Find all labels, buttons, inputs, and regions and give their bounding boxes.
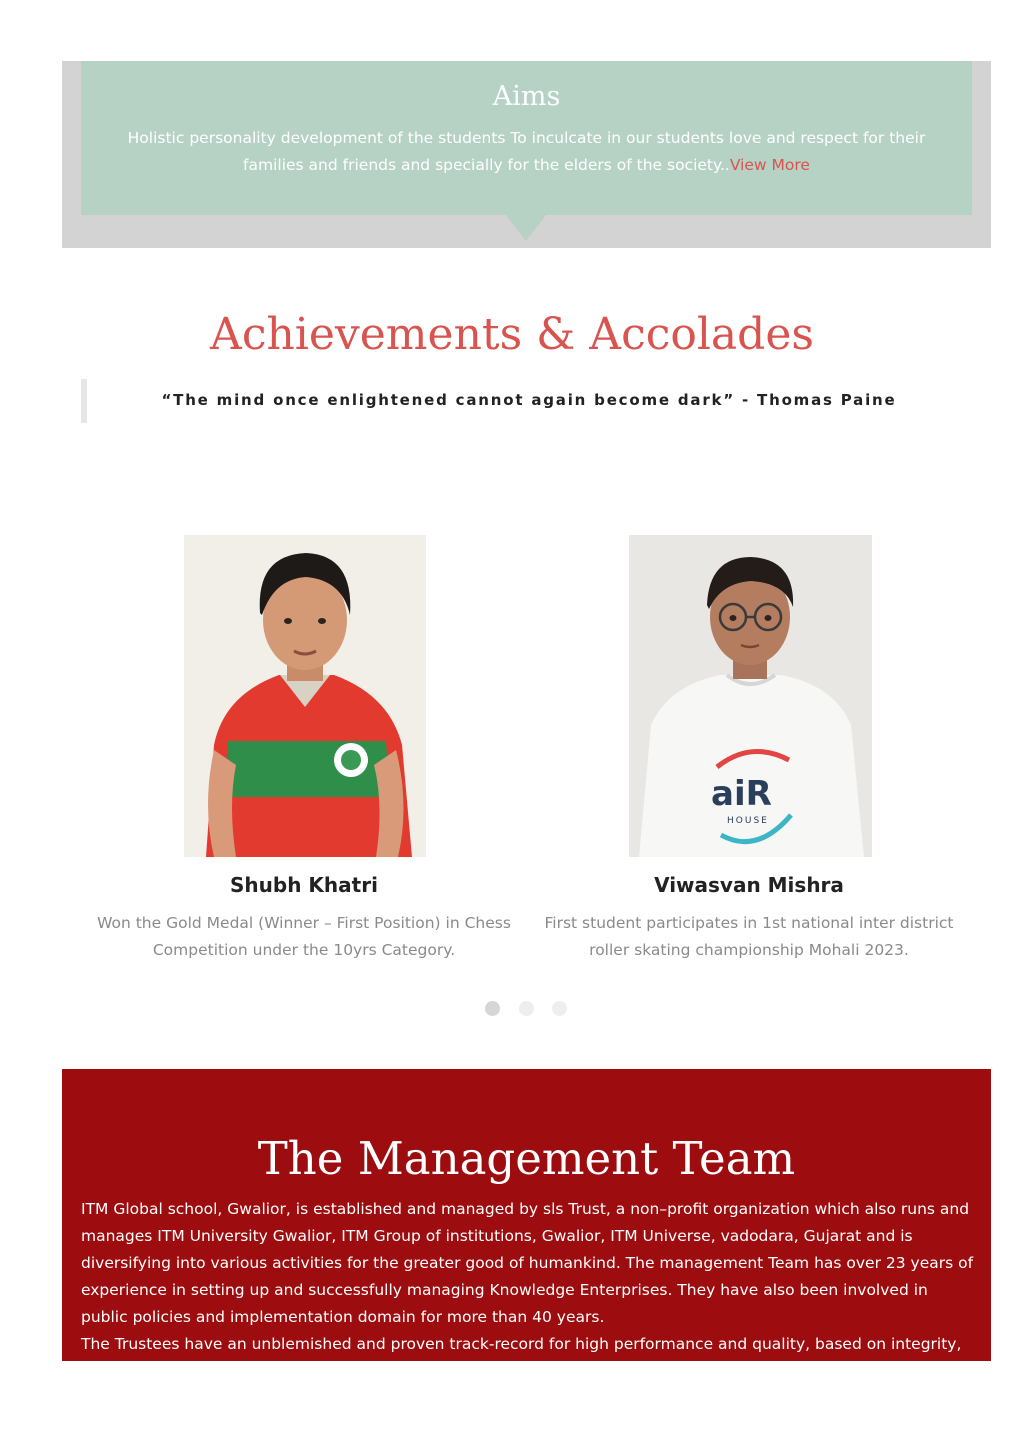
- management-paragraph: The Trustees have an unblemished and proven track-record for high performance and quality, based on integrity,: [81, 1335, 962, 1353]
- carousel-dot-2[interactable]: [519, 1001, 534, 1016]
- student-portrait: [184, 535, 426, 857]
- carousel-dot-1[interactable]: [485, 1001, 500, 1016]
- view-more-link[interactable]: View More: [729, 156, 810, 174]
- student-portrait: [629, 535, 872, 857]
- achievements-heading: Achievements & Accolades: [210, 309, 814, 360]
- aims-pointer-arrow: [506, 215, 546, 241]
- management-heading: The Management Team: [257, 1132, 796, 1185]
- aims-text: [119, 125, 934, 179]
- achievements-quote: “The mind once enlightened cannot again become dark” - Thomas Paine: [161, 391, 897, 409]
- shirt-logo-subtext: HOUSE: [727, 816, 769, 826]
- student-name: Viwasvan Mishra: [654, 873, 844, 897]
- student-achievement: First student participates in 1st national inter district roller skating championship Mohali 2023.: [544, 914, 954, 959]
- student-photo-viwasvan-mishra: [629, 535, 872, 857]
- carousel-dot-3[interactable]: [552, 1001, 567, 1016]
- student-photo-shubh-khatri: [184, 535, 426, 857]
- aims-section: [62, 61, 991, 248]
- management-section: [62, 1069, 991, 1361]
- management-paragraph: ITM Global school, Gwalior, is established and managed by sls Trust, a non–profit organization which also runs and manages ITM University Gwalior, ITM Group of institutions, Gwalior, ITM Universe, vadodara, Gujarat and is diversifying into various activities for the greater good of humankind. The management Team has over 23 years of experience in setting up and successfully managing Knowledge Enterprises. They have also been involved in public policies and implementation domain for more than 40 years.: [81, 1200, 974, 1326]
- aims-box: [81, 61, 972, 215]
- aims-description: Holistic personality development of the students To inculcate in our students love and respect for their families and friends and specially for the elders of the society..: [127, 129, 926, 174]
- student-name: Shubh Khatri: [230, 873, 378, 897]
- aims-title: Aims: [492, 81, 561, 112]
- student-achievement: Won the Gold Medal (Winner – First Position) in Chess Competition under the 10yrs Category.: [97, 914, 511, 959]
- shirt-logo-text: aiR: [711, 774, 772, 814]
